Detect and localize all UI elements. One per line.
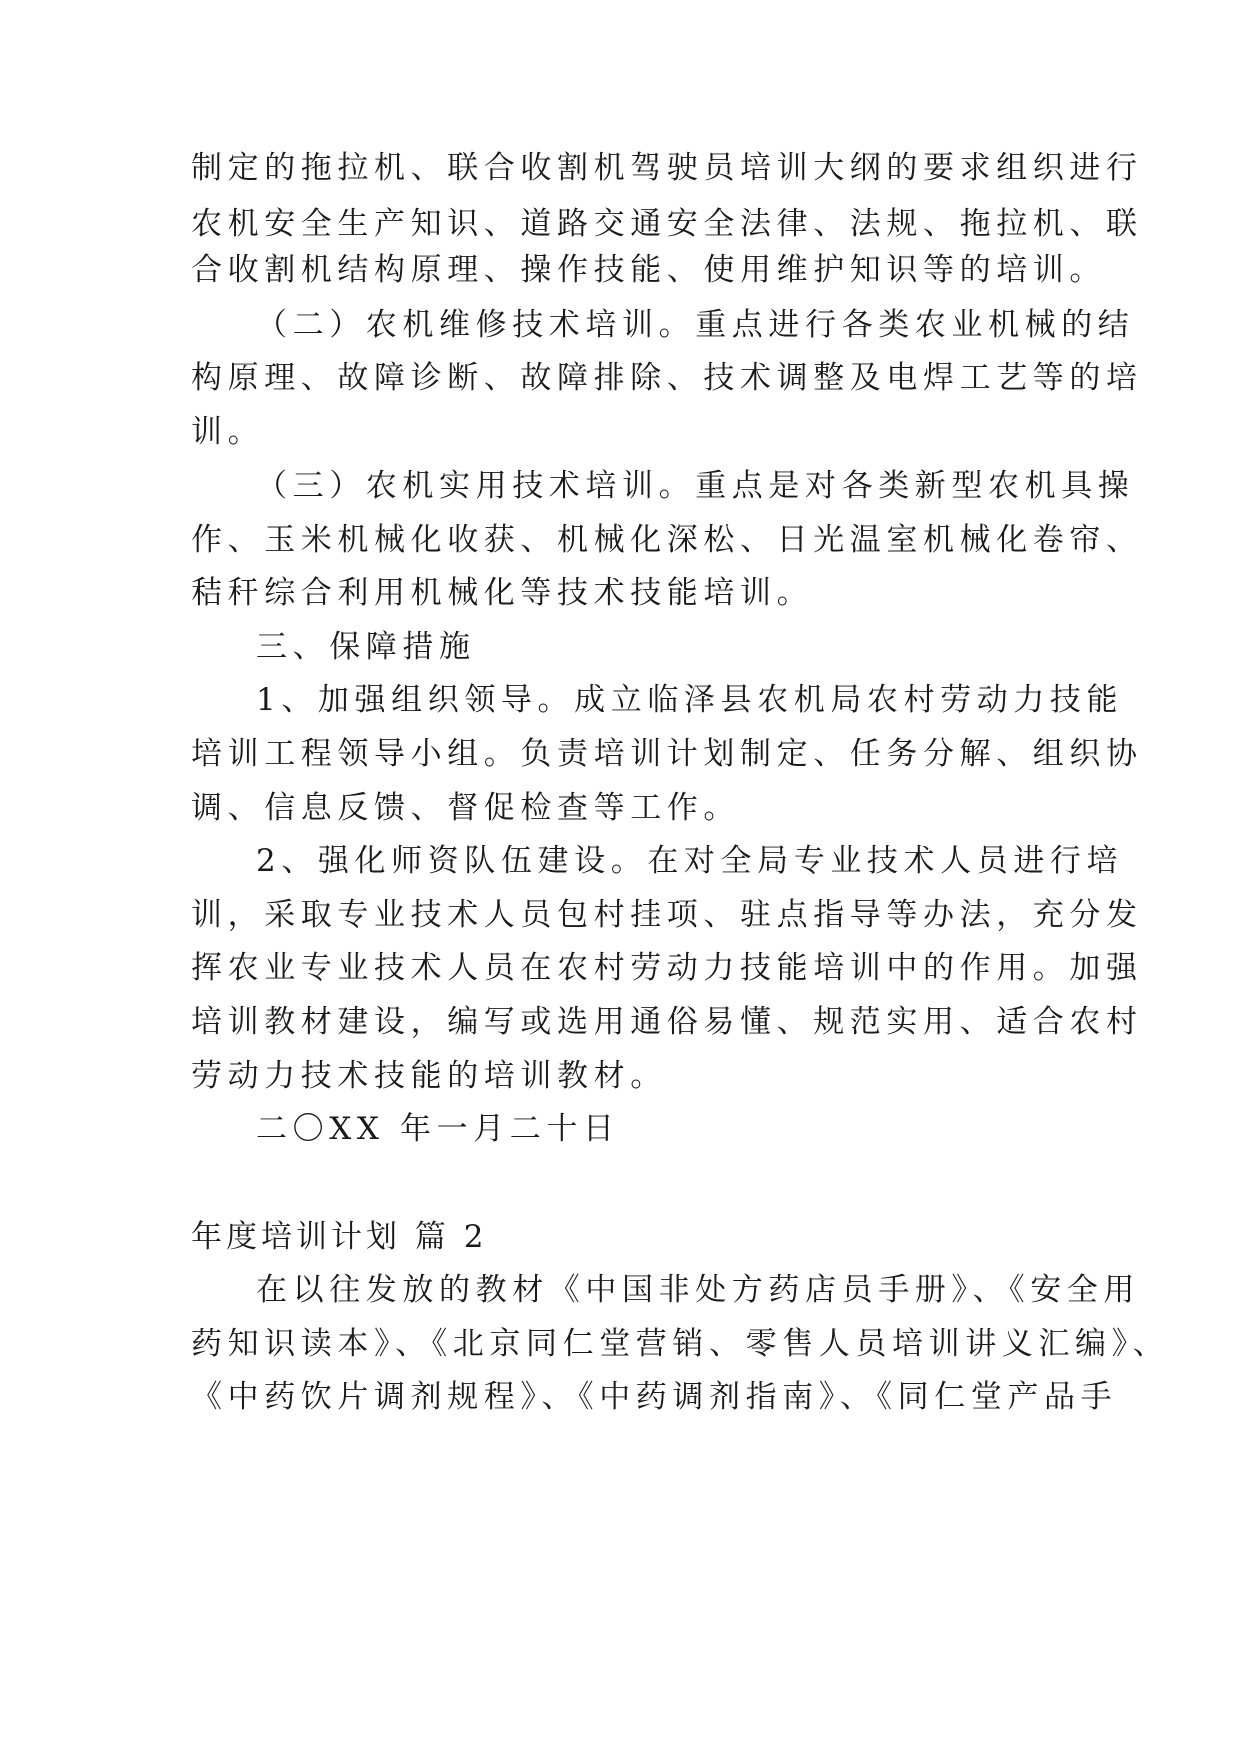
section-heading-measures: 三、保障措施 (256, 629, 476, 665)
section-item-3: （三）农机实用技术培训。重点是对各类新型农机具操 (256, 468, 1135, 504)
body-text-line: 构原理、故障诊断、故障排除、技术调整及电焊工艺等的培 (191, 360, 1143, 396)
body-text-line: 培训教材建设，编写或选用通俗易懂、规范实用、适合农村 (191, 1004, 1143, 1040)
measure-item-2: 2、强化师资队伍建设。在对全局专业技术人员进行培 (256, 843, 1124, 879)
body-text-line: 训，采取专业技术人员包村挂项、驻点指导等办法，充分发 (191, 897, 1143, 933)
body-text-line: 训。 (191, 414, 265, 450)
section-item-2: （二）农机维修技术培训。重点进行各类农业机械的结 (256, 307, 1135, 343)
body-text-line: 秸秆综合利用机械化等技术技能培训。 (191, 575, 814, 611)
body-text-line: 劳动力技术技能的培训教材。 (191, 1058, 667, 1094)
body-text-line: 培训工程领导小组。负责培训计划制定、任务分解、组织协 (191, 736, 1143, 772)
body-text-line: 作、玉米机械化收获、机械化深松、日光温室机械化卷帘、 (191, 522, 1143, 558)
section-title-part-2: 年度培训计划 篇 2 (191, 1219, 488, 1255)
body-text-line: 挥农业专业技术人员在农村劳动力技能培训中的作用。加强 (191, 950, 1143, 986)
measure-item-1: 1、加强组织领导。成立临泽县农机局农村劳动力技能 (256, 682, 1124, 718)
body-text-line: 制定的拖拉机、联合收割机驾驶员培训大纲的要求组织进行 (191, 150, 1143, 186)
body-text-line: 在以往发放的教材《中国非处方药店员手册》、《安全用 (256, 1272, 1140, 1308)
body-text-line: 合收割机结构原理、操作技能、使用维护知识等的培训。 (191, 252, 1106, 288)
body-text-line: 药知识读本》、《北京同仁堂营销、零售人员培训讲义汇编》、 (191, 1326, 1170, 1362)
body-text-line: 《中药饮片调剂规程》、《中药调剂指南》、《同仁堂产品手 (191, 1379, 1118, 1415)
body-text-line: 农机安全生产知识、道路交通安全法律、法规、拖拉机、联 (191, 206, 1143, 242)
document-date: 二〇XX 年一月二十日 (256, 1111, 620, 1147)
body-text-line: 调、信息反馈、督促检查等工作。 (191, 790, 740, 826)
